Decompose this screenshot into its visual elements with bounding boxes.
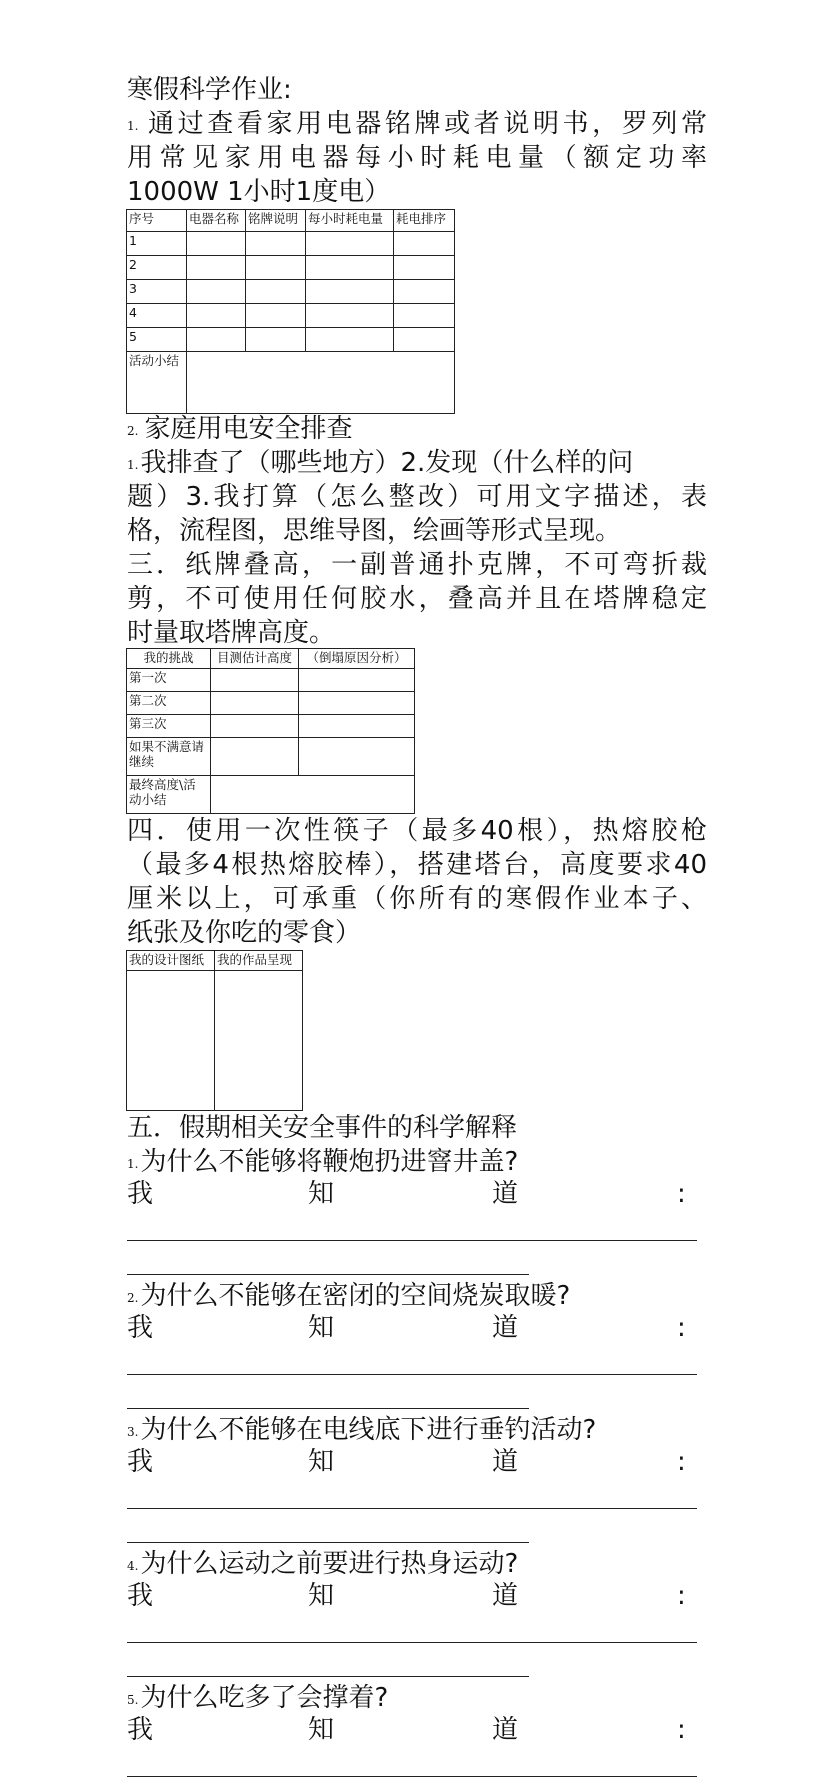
table-row: 第三次	[127, 715, 415, 738]
q1-line-3: 1000W 1小时1度电）	[127, 177, 391, 207]
q2-title: 2. 家庭用电安全排查	[127, 414, 353, 444]
work-display-cell[interactable]	[215, 971, 303, 1111]
header-collapse-analysis: （倒塌原因分析）	[299, 649, 415, 669]
tower-design-body	[127, 971, 303, 1111]
table-row: 2	[127, 256, 455, 280]
q5-question-4: 4.为什么运动之前要进行热身运动?	[127, 1549, 519, 1579]
design-drawing-cell[interactable]	[127, 971, 215, 1111]
header-consumption-rank: 耗电排序	[394, 210, 455, 232]
header-my-challenge: 我的挑战	[127, 649, 211, 669]
q5-question-1: 1.为什么不能够将鞭炮扔进窨井盖?	[127, 1147, 519, 1177]
answer-line[interactable]	[127, 1776, 697, 1777]
table-row: 5	[127, 328, 455, 352]
header-nameplate: 铭牌说明	[246, 210, 306, 232]
q2-number: 2.	[127, 424, 139, 438]
q3-line-1: 三．纸牌叠高，一副普通扑克牌，不可弯折裁	[127, 550, 707, 580]
summary-cell[interactable]	[187, 352, 455, 414]
header-hourly-consumption: 每小时耗电量	[306, 210, 394, 232]
answer-line[interactable]	[127, 1408, 529, 1409]
q2-line-2: 题）3.我打算（怎么整改）可用文字描述，表	[127, 482, 707, 512]
q5-question-5: 5.为什么吃多了会撑着?	[127, 1683, 389, 1713]
header-work-display: 我的作品呈现	[215, 951, 303, 971]
q4-line-2: （最多4根热熔胶棒），搭建塔台，高度要求40	[127, 850, 707, 880]
page-title: 寒假科学作业:	[127, 75, 292, 105]
answer-line[interactable]	[127, 1676, 529, 1677]
tower-design-table	[126, 950, 303, 1111]
q4-line-4: 纸张及你吃的零食）	[127, 918, 362, 948]
answer-prompt-4: 我 知 道 :	[127, 1581, 686, 1611]
header-estimated-height: 目测估计高度	[211, 649, 299, 669]
table-row: 如果不满意请继续	[127, 738, 415, 776]
q5-question-3: 3.为什么不能够在电线底下进行垂钓活动?	[127, 1415, 597, 1445]
answer-line[interactable]	[127, 1240, 697, 1241]
answer-line[interactable]	[127, 1642, 697, 1643]
final-height-row	[127, 776, 415, 814]
card-tower-header	[127, 649, 415, 669]
q5-title: 五．假期相关安全事件的科学解释	[127, 1113, 518, 1143]
header-index: 序号	[127, 210, 187, 232]
card-tower-table	[126, 648, 415, 814]
table-row: 1	[127, 232, 455, 256]
table-row: 第二次	[127, 692, 415, 715]
q1-number: 1.	[127, 119, 139, 133]
table-row: 4	[127, 304, 455, 328]
table-row: 第一次	[127, 669, 415, 692]
q1-line-1: 1. 通过查看家用电器铭牌或者说明书，罗列常	[127, 109, 707, 139]
q4-line-1: 四．使用一次性筷子（最多40根），热熔胶枪	[127, 816, 707, 846]
table-row: 3	[127, 280, 455, 304]
q1-line-2: 用常见家用电器每小时耗电量（额定功率	[127, 143, 707, 173]
tower-design-header	[127, 951, 303, 971]
answer-line[interactable]	[127, 1508, 697, 1509]
appliance-table-header	[127, 210, 455, 232]
final-height-label: 最终高度\活动小结	[127, 776, 211, 814]
q2-line-1: 1.我排查了（哪些地方）2.发现（什么样的问	[127, 448, 634, 478]
header-appliance-name: 电器名称	[187, 210, 246, 232]
answer-line[interactable]	[127, 1542, 529, 1543]
final-height-cell[interactable]	[211, 776, 415, 814]
q5-question-2: 2.为什么不能够在密闭的空间烧炭取暖?	[127, 1281, 571, 1311]
q2-sub-number: 1.	[127, 458, 139, 472]
answer-prompt-5: 我 知 道 :	[127, 1715, 686, 1745]
answer-line[interactable]	[127, 1374, 697, 1375]
q3-line-3: 时量取塔牌高度。	[127, 618, 336, 648]
answer-line[interactable]	[127, 1274, 529, 1275]
appliance-table	[126, 209, 455, 414]
header-design-drawing: 我的设计图纸	[127, 951, 215, 971]
q2-line-3: 格，流程图，思维导图，绘画等形式呈现。	[127, 516, 622, 546]
answer-prompt-2: 我 知 道 :	[127, 1313, 686, 1343]
answer-prompt-1: 我 知 道 :	[127, 1179, 686, 1209]
q3-line-2: 剪，不可使用任何胶水，叠高并且在塔牌稳定	[127, 584, 707, 614]
answer-prompt-3: 我 知 道 :	[127, 1447, 686, 1477]
q4-line-3: 厘米以上，可承重（你所有的寒假作业本子、	[127, 884, 707, 914]
summary-label: 活动小结	[127, 352, 187, 414]
summary-row	[127, 352, 455, 414]
